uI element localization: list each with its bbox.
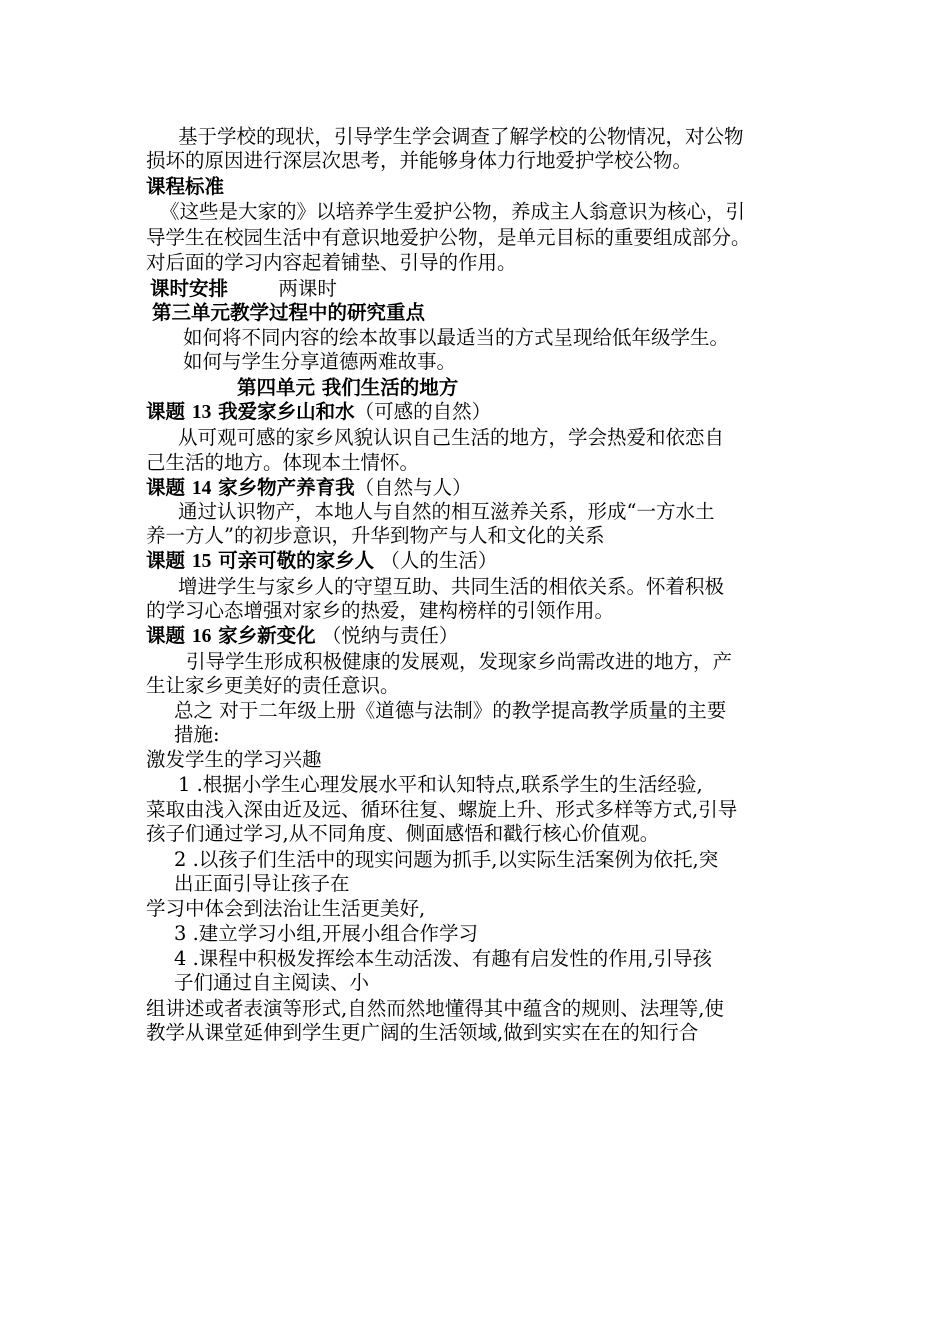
measure-2-line-1: 2 .以孩子们生活中的现实问题为抓手,以实际生活案例为依托,突 [174,848,719,871]
topic-16-number: 16 [191,626,212,647]
topic-13-heading [146,400,826,425]
course-standard-line-3: 对后面的学习内容起着铺垫、引导的作用。 [146,251,517,274]
topic-14-line-1: 通过认识物产，本地人与自然的相互滋养关系，形成“一方水土 [178,500,715,523]
topic-14-line-2: 养一方人”的初步意识，升华到物产与人和文化的关系 [146,524,605,547]
topic-15-line-2: 的学习心态增强对家乡的热爱，建构榜样的引领作用。 [146,599,615,622]
topic-16-heading [146,624,826,649]
topic-16-prefix: 课题 [146,624,186,647]
measure-1-line-2: 菜取由浅入深由近及远、循环往复、螺旋上升、形式多样等方式,引导 [146,798,738,821]
measure-2-line-2: 出正面引导让孩子在 [174,872,350,895]
summary-line-1: 总之 对于二年级上册《道德与法制》的教学提高教学质量的主要 [174,699,727,722]
measure-1-line-1: 1 .根据小学生心理发展水平和认知特点,联系学生的生活经验, [178,773,703,796]
course-standard-heading: 课程标准 [146,175,225,198]
topic-14-heading [146,476,826,501]
unit3-focus-item-2: 如何与学生分享道德两难故事。 [183,350,457,373]
intro-line-2: 损坏的原因进行深层次思考，并能够身体力行地爱护学校公物。 [146,149,693,172]
topic-15-tag: （人的生活） [374,549,498,572]
unit3-focus-heading: 第三单元教学过程中的研究重点 [152,301,426,324]
measure-4-line-1: 4 .课程中积极发挥绘本生动活泼、有趣有启发性的作用,引导孩 [174,947,713,970]
intro-line-1: 基于学校的现状，引导学生学会调查了解学校的公物情况，对公物 [178,125,744,148]
summary-subheading: 激发学生的学习兴趣 [146,748,322,771]
measure-4-line-2: 子们通过自主阅读、小 [174,971,370,994]
topic-13-name: 我爱家乡山和水 [218,400,355,423]
topic-13-number: 13 [191,402,212,423]
topic-14-name: 家乡物产养育我 [218,476,355,499]
measure-4-line-4: 教学从课堂延伸到学生更广阔的生活领域,做到实实在在的知行合 [146,1021,699,1044]
topic-16-line-2: 生让家乡更美好的责任意识。 [146,674,400,697]
topic-13-tag: （可感的自然） [354,400,492,423]
topic-14-number: 14 [191,478,212,499]
topic-16-name: 家乡新变化 [218,624,316,647]
measure-2-line-3: 学习中体会到法治让生活更美好, [146,897,426,920]
topic-15-prefix: 课题 [146,549,186,572]
course-standard-line-1: 《这些是大家的》以培养学生爱护公物，养成主人翁意识为核心，引 [160,200,746,223]
topic-13-line-1: 从可观可感的家乡风貌认识自己生活的地方，学会热爱和依恋自 [178,426,725,449]
topic-15-name: 可亲可敬的家乡人 [218,549,375,572]
unit3-focus-item-1: 如何将不同内容的绘本故事以最适当的方式呈现给低年级学生。 [183,326,730,349]
topic-14-prefix: 课题 [146,476,186,499]
topic-13-prefix: 课题 [146,400,186,423]
schedule-row [150,277,830,301]
topic-16-line-1: 引导学生形成积极健康的发展观，发现家乡尚需改进的地方，产 [186,650,733,673]
summary-line-2: 措施: [174,723,220,746]
measure-3-line-1: 3 .建立学习小组,开展小组合作学习 [174,922,479,945]
schedule-value: 两课时 [278,277,337,300]
topic-14-tag: （自然与人） [354,476,472,499]
topic-15-number: 15 [191,551,212,572]
topic-15-line-1: 增进学生与家乡人的守望互助、共同生活的相依关系。怀着积极 [178,575,725,598]
unit4-title: 第四单元 我们生活的地方 [237,376,459,399]
measure-1-line-3: 孩子们通过学习,从不同角度、侧面感悟和戳行核心价值观。 [146,822,660,845]
topic-13-line-2: 己生活的地方。体现本土情怀。 [146,451,420,474]
topic-16-tag: （悦纳与责任） [315,624,459,647]
topic-15-heading [146,549,826,574]
schedule-label: 课时安排 [150,277,229,300]
measure-4-line-3: 组讲述或者表演等形式,自然而然地懂得其中蕴含的规则、法理等,使 [146,997,724,1020]
course-standard-line-2: 导学生在校园生活中有意识地爱护公物，是单元目标的重要组成部分。 [146,226,751,249]
